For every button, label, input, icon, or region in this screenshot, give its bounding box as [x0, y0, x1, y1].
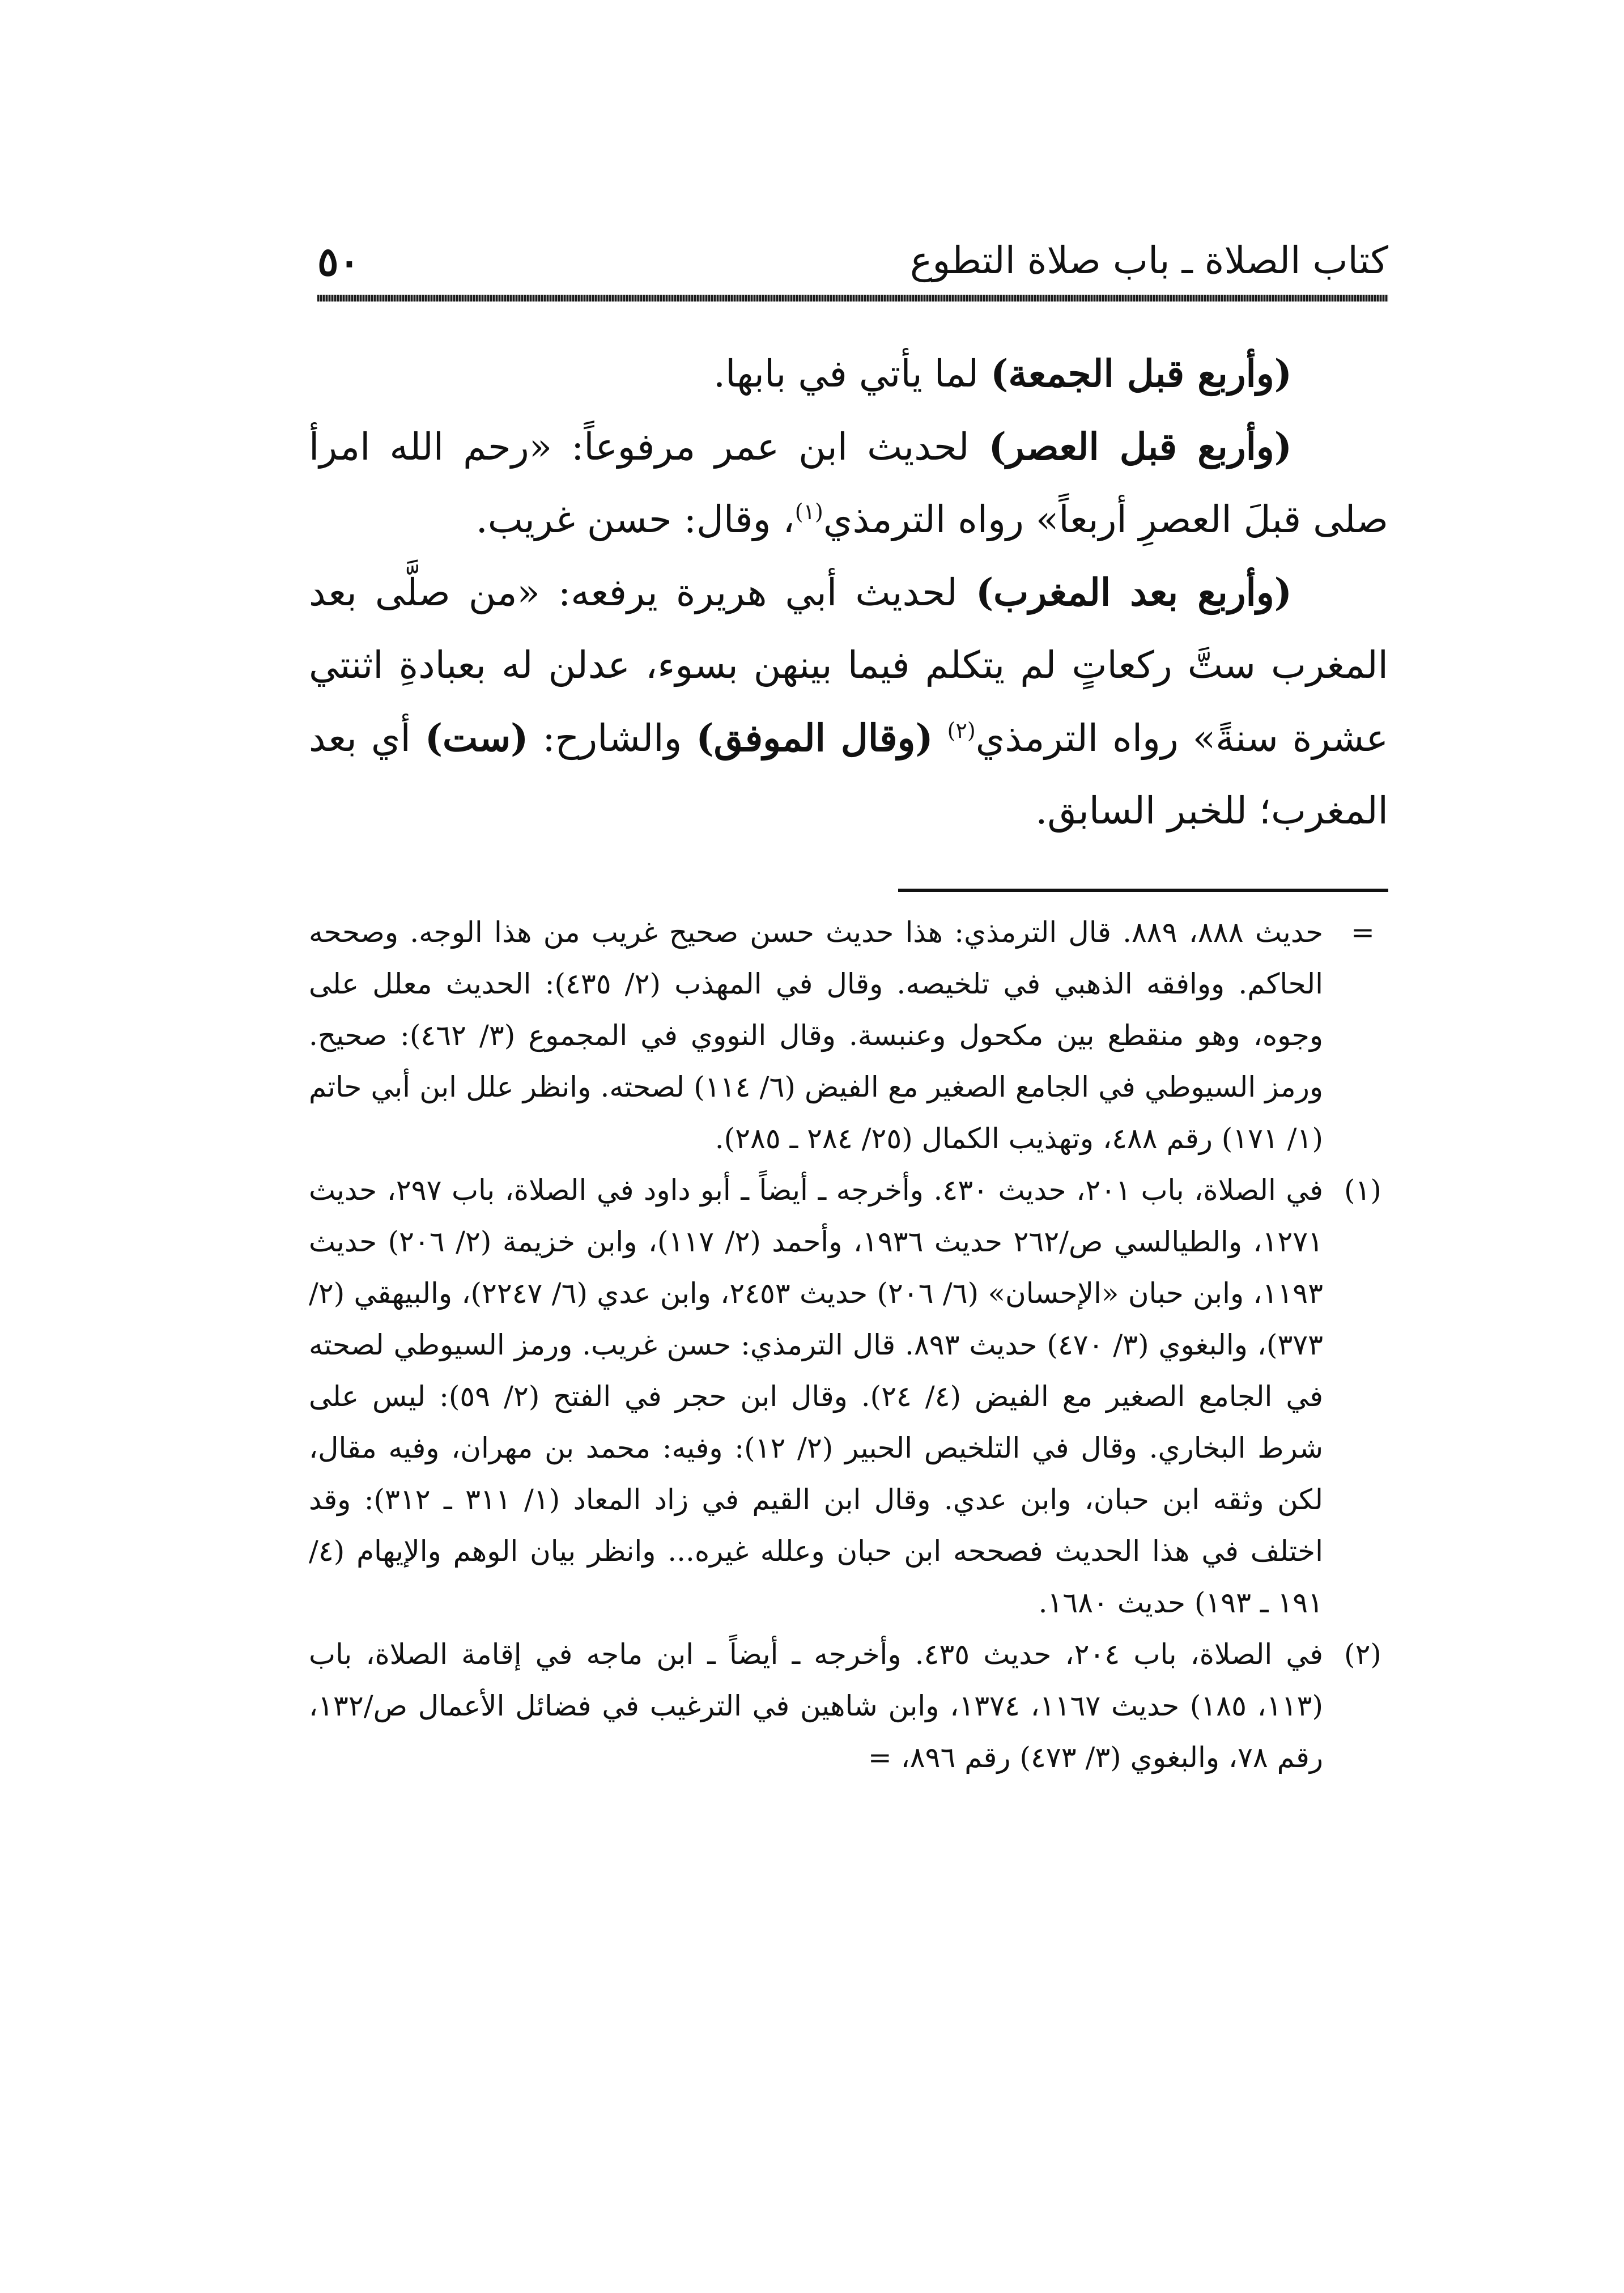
footnote-marker: (١)	[1344, 1174, 1381, 1207]
running-header	[317, 227, 1388, 289]
footnote-marker: (٢)	[1344, 1638, 1381, 1671]
footnote-text: في الصلاة، باب ٢٠١، حديث ٤٣٠. وأخرجه ـ أيضاً ـ أبو داود في الصلاة، باب ٢٩٧، حديث ١٢٧١، والطيالسي ص/٢٦٢ حديث ١٩٣٦، وأحمد (٢/ ١١٧)، وابن خزيمة (٢/ ٢٠٦) حديث ١١٩٣، وابن حبان «الإحسان» (٦/ ٢٠٦) حديث ٢٤٥٣، وابن عدي (٦/ ٢٢٤٧)، والبيهقي (٢/ ٣٧٣)، والبغوي (٣/ ٤٧٠) حديث ٨٩٣. قال الترمذي: حسن غريب. ورمز السيوطي لصحته في الجامع الصغير مع الفيض (٤/ ٢٤). وقال ابن حجر في الفتح (٢/ ٥٩): ليس على شرط البخاري. وقال في التلخيص الحبير (٢/ ١٢): وفيه: محمد بن مهران، وفيه مقال، لكن وثقه ابن حبان، وابن عدي. وقال ابن القيم في زاد المعاد (١/ ٣١١ ـ ٣١٢): وقد اختلف في هذا الحديث فصححه ابن حبان وعلله غيره... وانظر بيان الوهم والإيهام (٤/ ١٩١ ـ ١٩٣) حديث ١٦٨٠.	[309, 1174, 1324, 1619]
bold-phrase: (ست)	[424, 716, 529, 760]
text-run: لما يأتي في بابها.	[713, 352, 991, 396]
text-run	[933, 716, 947, 760]
page-number: ٥٠	[317, 238, 360, 285]
footnote-text: في الصلاة، باب ٢٠٤، حديث ٤٣٥. وأخرجه ـ أيضاً ـ ابن ماجه في إقامة الصلاة، باب (١١٣، ١٨٥) حديث ١١٦٧، ١٣٧٤، وابن شاهين في الترغيب في فضائل الأعمال ص/١٣٢، رقم ٧٨، والبغوي (٣/ ٤٧٣) رقم ٨٩٦، =	[309, 1638, 1324, 1774]
text-run: والشارح:	[528, 716, 696, 760]
footnote-ref-2: (٢)	[947, 718, 976, 743]
text-run: لحديث ابن عمر مرفوعاً: «رحم الله امرأ صلى قبلَ العصرِ أربعاً» رواه الترمذي	[309, 425, 1388, 541]
footnote-separator	[898, 889, 1388, 892]
footnote-continued	[309, 907, 1388, 1165]
bold-phrase: (وأربع قبل العصر)	[988, 424, 1293, 469]
bold-phrase: (وأربع بعد المغرب)	[975, 570, 1292, 614]
footnote-text: حديث ٨٨٨، ٨٨٩. قال الترمذي: هذا حديث حسن صحيح غريب من هذا الوجه. وصححه الحاكم. ووافقه الذهبي في تلخيصه. وقال في المهذب (٢/ ٤٣٥): الحديث معلل على وجوه، وهو منقطع بين مكحول وعنبسة. وقال النووي في المجموع (٣/ ٤٦٢): صحيح. ورمز السيوطي في الجامع الصغير مع الفيض (٦/ ١١٤) لصحته. وانظر علل ابن أبي حاتم (١/ ١٧١) رقم ٤٨٨، وتهذيب الكمال (٢٥/ ٢٨٤ ـ ٢٨٥).	[309, 916, 1324, 1155]
footnote-1	[309, 1165, 1388, 1629]
text-run: ، وقال: حسن غريب.	[475, 498, 795, 541]
bold-phrase: (وأربع قبل الجمعة)	[990, 351, 1292, 396]
footnotes	[309, 907, 1388, 1784]
paragraph-1	[309, 337, 1388, 410]
paragraph-3	[309, 556, 1388, 847]
text-run: لحديث أبي هريرة يرفعه: «من صلَّى بعد المغرب ستَّ ركعاتٍ لم يتكلم فيما بينهن بسوء، عدلن له بعبادةِ اثنتي عشرة سنةً» رواه الترمذي	[309, 571, 1388, 760]
paragraph-2	[309, 410, 1388, 556]
footnote-2	[309, 1629, 1388, 1784]
header-rule	[317, 295, 1388, 302]
chapter-title: كتاب الصلاة ـ باب صلاة التطوع	[909, 239, 1388, 282]
footnote-ref-1: (١)	[794, 499, 823, 524]
bold-phrase: (وقال الموفق)	[696, 716, 933, 760]
footnote-marker: =	[1351, 916, 1375, 949]
main-text	[309, 337, 1388, 847]
text-run: أي بعد المغرب؛ للخبر السابق.	[309, 716, 1388, 833]
